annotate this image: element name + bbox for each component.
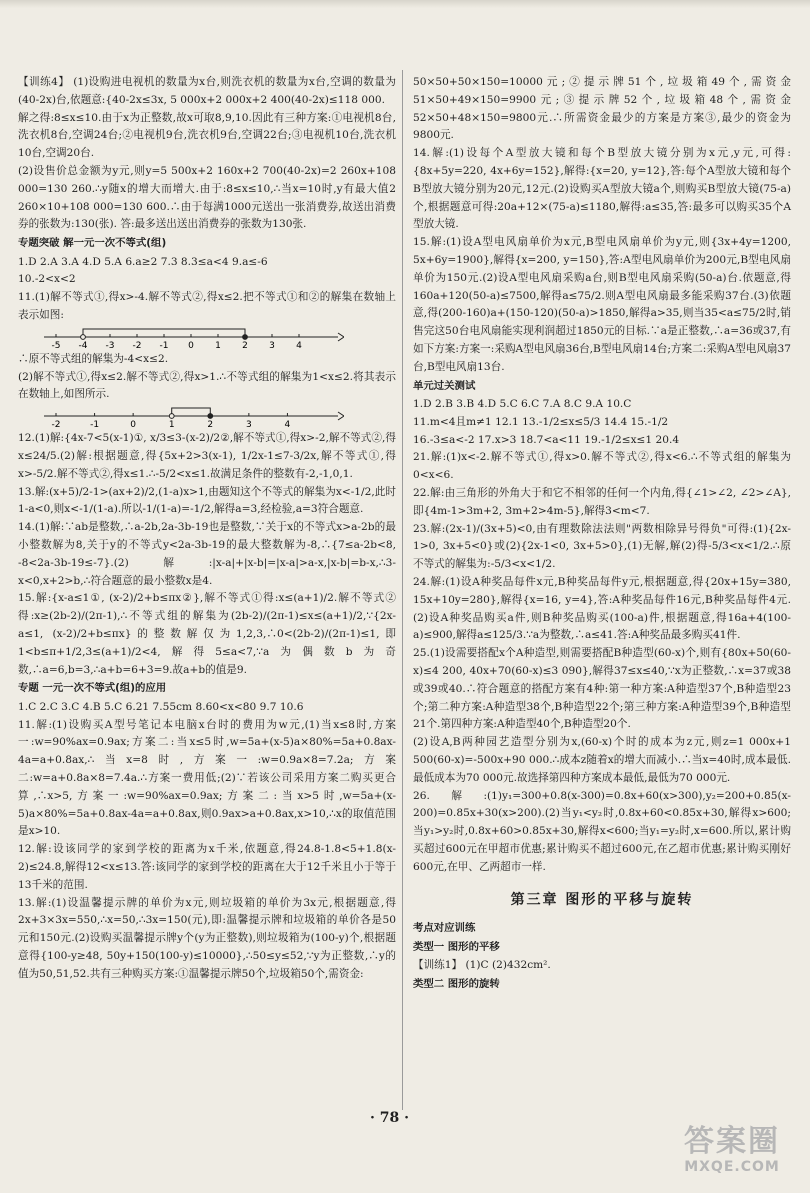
solution-bracket xyxy=(172,408,211,416)
number-line-figure xyxy=(44,406,396,428)
endpoint-closed xyxy=(243,334,248,339)
number-line-label: 3 xyxy=(245,420,252,429)
left-column xyxy=(18,74,396,984)
number-line-arrow xyxy=(338,412,344,420)
number-line-label: 0 xyxy=(130,420,137,429)
number-line-label: -5 xyxy=(51,340,61,349)
answer-paragraph: 13.解:(x+5)/2-1>(ax+2)/2,(1-a)x>1,由题知这个不等式的解集为x<-1/2,此时1-a<0,则x<-1/(1-a).所以-1/(1-a)=-1/2,解得a=3,经检验,a=3符合题意. xyxy=(18,485,396,516)
answer-paragraph: 11.m<4且m≠1 12.1 13.-1/2≤x≤5/3 14.4 15.-1/2 xyxy=(413,415,669,428)
answer-paragraph: 【训练1】 (1)C (2)432cm². xyxy=(413,958,551,971)
answer-paragraph: 10.-2<x<2 xyxy=(18,273,76,286)
endpoint-open xyxy=(81,334,86,339)
number-line-label: 4 xyxy=(296,340,302,349)
number-line-arrow xyxy=(338,333,344,341)
answer-paragraph: 12.解:设该同学的家到学校的距离为x千米,依题意,得24.8-1.8<5+1.8(x-2)≤24.8,解得12<x≤13.答:该同学的家到学校的距离在大于12千米且小于等于13千米的范围. xyxy=(18,843,396,891)
answer-paragraph: 24.解:(1)设A种奖品每件x元,B种奖品每件y元,根据题意,得{20x+15y=380, 15x+10y=280},解得{x=16, y=4},答:A种奖品每件16元,B种奖品每件4元.(2)设A种奖品购买a件,则B种奖品购买(100-a)件,根据题意,得16a+4(100-a)≤900,解得a≤125/3.∵a为整数,∴a≤41.答:A种奖品最多购买41件. xyxy=(413,575,791,642)
number-line-label: -1 xyxy=(90,420,100,429)
answer-paragraph: 21.解:(1)x<-2.解不等式①,得x>0.解不等式②,得x<6.∴不等式组的解集为0<x<6. xyxy=(413,451,791,482)
site-watermark-logo xyxy=(672,1125,792,1185)
answer-paragraph: 16.-3≤a<-2 17.x>3 18.7<a<11 19.-1/2≤x≤1 20.4 xyxy=(413,433,680,446)
endpoint-closed xyxy=(208,414,213,419)
answer-paragraph: 解之得:8≤x≤10.由于x为正整数,故x可取8,9,10.因此有三种方案:①电视机8台,洗衣机8台,空调24台;②电视机9台,洗衣机9台,空调22台;③电视机10台,洗衣机10台,空调20台. xyxy=(18,111,396,160)
number-line-label: -2 xyxy=(132,340,142,349)
number-line-label: -1 xyxy=(159,340,169,349)
answer-paragraph: (2)设A,B两种园艺造型分别为x,(60-x)个时的成本为z元,则z=1 000x+1 500(60-x)=-500x+90 000.∴成本z随着x的增大而减小.∴当x=40时,成本最低.最低成本为70 000元.故选择第四种方案成本最低,最低为70 000元. xyxy=(413,736,791,784)
number-line-label: 4 xyxy=(284,420,291,429)
answer-paragraph: 14.(1)解:∵ab是整数,∴a-2b,2a-3b-19也是整数,∵关于x的不等式x>a-2b的最小整数解为8,关于y的不等式y<2a-3b-19的最大整数解为-8,∴{7≤a-2b<8, -8<2a-3b-19≤-7}.(2)解:|x-a|+|x-b|=|x-a|>a-x,|x-b|=b-x,∴3-x<0,x+2>b,∴符合题意的最小整数x是4. xyxy=(18,521,396,587)
chapter-title: 第三章 图形的平移与旋转 xyxy=(510,891,694,908)
answer-paragraph: 22.解:由三角形的外角大于和它不相邻的任何一个内角,得{∠1>∠2, ∠2>∠A},即{4m-1>3m+2, 3m+2>4m-5},解得3<m<7. xyxy=(413,487,791,517)
number-line-label: 0 xyxy=(188,340,194,349)
answer-paragraph: 1.D 2.B 3.B 4.D 5.C 6.C 7.A 8.C 9.A 10.C xyxy=(413,398,632,411)
answer-paragraph: 15.解:{x-a≤1①, (x-2)/2+b≤πx②},解不等式①得:x≤(a+1)/2.解不等式②得:x≥(2b-2)/(2π-1),∴不等式组的解集为(2b-2)/(2π-1)≤x≤(a+1)/2,∵{2x-a≤1, (x-2)/2+b≤πx}的整数解仅为1,2,3,∴0<(2b-2)/(2π-1)≤1,即1<b≤π+1/2,3≤(a+1)/2<4,解得5≤a<7,∵a为偶数b为奇数,∴a=6,b=3,∴a+b=6+3=9.故a+b的值是9. xyxy=(18,592,396,676)
page-number: · 78 · xyxy=(370,1110,409,1126)
number-line-label: 2 xyxy=(207,420,214,429)
answer-paragraph: 26.解:(1)y₁=300+0.8(x-300)=0.8x+60(x>300),y₂=200+0.85(x-200)=0.85x+30(x>200).(2)当y₁<y₂时,0.8x+60<0.85x+30,解得x>600;当y₁>y₂时,0.8x+60>0.85x+30,解得x<600;当y₁=y₂时,x=600.所以,累计购买超过600元在甲超市优惠;累计购买不超过600元,在乙超市优惠;累计购买刚好600元,在甲、乙两超市一样. xyxy=(413,789,791,873)
number-line-label: 2 xyxy=(242,340,248,349)
answer-paragraph: 1.D 2.A 3.A 4.D 5.A 6.a≥2 7.3 8.3≤a<4 9.a≤-6 xyxy=(18,255,268,268)
number-line-label: 1 xyxy=(168,420,175,429)
answer-paragraph: 13.解:(1)设温馨提示牌的单价为x元,则垃圾箱的单价为3x元,根据题意,得2x+3×3x=550,∴x=50,∴3x=150(元),即:温馨提示牌和垃圾箱的单价各是50元和150元.(2)设购买温馨提示牌y个(y为正整数),则垃圾箱为(100-y)个,根据题意得{100-y≥48, 50y+150(100-y)≤10000},∴50≤y≤52,∵y为正整数,∴y的值为50,51,52.共有三种购买方案:①温馨提示牌50个,垃圾箱50个,需资金: xyxy=(18,896,396,980)
answer-paragraph: (2)解不等式①,得x≤2.解不等式②,得x>1.∴不等式组的解集为1<x≤2.将其表示在数轴上,如图所示. xyxy=(18,370,396,401)
watermark-sub: MXQE.COM xyxy=(684,1159,780,1175)
answer-paragraph: (2)设售价总金额为y元,则y=5 500x+2 160x+2 700(40-2x)=2 260x+108 000=130 260.∴y随x的增大而增大.由于:8≤x≤10,∴当x=10时,y有最大值2 260×10+108 000=130 600.∴由于每满1000元送出一张消费券,故送出消费券的张数为:130(张). 答:最多送出送出消费券的张数为130张. xyxy=(18,164,396,231)
endpoint-open xyxy=(169,414,174,419)
answer-paragraph: 14.解:(1)设每个A型放大镜和每个B型放大镜分别为x元,y元,可得:{8x+5y=220, 4x+6y=152},解得:{x=20, y=12},答:每个A型放大镜和每个B型放大镜分别为20元,12元.(2)设购买A型放大镜a个,则购买B型放大镜(75-a)个,根据题意可得:20a+12×(75-a)≤1180,解得:a≤35,答:最多可以购买35个A型放大镜. xyxy=(413,147,791,231)
answer-paragraph: ∴原不等式组的解集为-4<x≤2. xyxy=(18,352,169,365)
answer-paragraph: 12.(1)解:{4x-7<5(x-1)①, x/3≤3-(x-2)/2②,解不等式①,得x>-2,解不等式②,得x≤24/5.(2)解:根据题意,得{5x+2>3(x-1), 1/2x-1≤7-3/2x,解不等式①,得x>-5/2.解不等式②,得x≤1.∴-5/2<x≤1.故满足条件的整数有-2,-1,0,1. xyxy=(18,432,396,480)
answer-paragraph: 11.(1)解不等式①,得x>-4.解不等式②,得x≤2.把不等式①和②的解集在数轴上表示如图: xyxy=(18,291,396,322)
section-heading: 类型二 图形的旋转 xyxy=(413,977,500,990)
section-heading: 单元过关测试 xyxy=(413,379,476,392)
section-heading: 考点对应训练 xyxy=(413,922,476,935)
column-divider xyxy=(402,70,403,1110)
answer-paragraph: 【训练4】 (1)设购进电视机的数量为x台,则洗衣机的数量为x台,空调的数量为(40-2x)台,依题意:{40-2x≤3x, 5 000x+2 000x+2 400(40-2x)≤118 000. xyxy=(18,76,396,106)
answer-paragraph: 11.解:(1)设购买A型号笔记本电脑x台时的费用为w元,(1)当x≤8时,方案一:w=90%ax=0.9ax;方案二:当x≤5时,w=5a+(x-5)a×80%=5a+0.8ax-4a=a+0.8ax,∴当x=8时,方案一:w=0.9a×8=7.2a;方案二:w=a+0.8a×8=7.4a.∴方案一费用低;(2)∵若该公司采用方案二购买更合算,∴x>5,方案一:w=90%ax=0.9ax;方案二:当x>5时,w=5a+(x-5)a×80%=5a+0.8ax-4a=a+0.8ax,则0.9ax>a+0.8ax,x>10,∴x的取值范围是x>10. xyxy=(18,718,396,838)
answer-paragraph: 25.(1)设需要搭配x个A种造型,则需要搭配B种造型(60-x)个,则有{80x+50(60-x)≤4 200, 40x+70(60-x)≤3 090},解得37≤x≤40,∵x为正整数,∴x=37或38或39或40.∴符合题意的搭配方案有4种:第一种方案:A种造型37个,B种造型23个;第二种方案:A种造型38个,B种造型22个;第三种方案:A种造型39个,B种造型21个.第四种方案:A种造型40个,B种造型20个. xyxy=(413,647,791,731)
right-column xyxy=(413,74,791,994)
watermark-main: 答案圈 xyxy=(684,1124,780,1159)
number-line-label: 1 xyxy=(215,340,221,349)
section-heading: 专题 一元一次不等式(组)的应用 xyxy=(18,682,167,695)
number-line-label: -2 xyxy=(51,420,61,429)
section-heading: 专题突破 解一元一次不等式(组) xyxy=(18,237,167,250)
number-line-label: -3 xyxy=(105,340,115,349)
number-line-label: 3 xyxy=(269,340,275,349)
answer-paragraph: 1.C 2.C 3.C 4.B 5.C 6.21 7.55cm 8.60<x<80 9.7 10.6 xyxy=(18,700,304,713)
answer-paragraph: 23.解:(2x-1)/(3x+5)<0,由有理数除法法则"两数相除异号得负"可得:(1){2x-1>0, 3x+5<0}或(2){2x-1<0, 3x+5>0},(1)无解,解(2)得-5/3<x<1/2.∴原不等式的解集为:-5/3<x<1/2. xyxy=(413,522,791,571)
number-line-label: -4 xyxy=(78,340,88,349)
answer-paragraph: 15.解:(1)设A型电风扇单价为x元,B型电风扇单价为y元,则{3x+4y=1200, 5x+6y=1900},解得{x=200, y=150},答:A型电风扇单价为200元,B型电风扇单价为150元.(2)设A型电风扇采购a台,则B型电风扇采购(50-a)台.依题意,得160a+120(50-a)≤7500,解得a≤75/2.则A型电风扇最多能采购37台.(3)依题意,得(200-160)a+(150-120)(50-a)>1850,解得a>35,则当35<a≤75/2时,销售完这50台电风扇能实现利润超过1850元的目标.∵a是正整数,∴a=36或37,有如下方案:方案一:采购A型电风扇36台,B型电风扇14台;方案二:采购A型电风扇37台,B型电风扇13台. xyxy=(413,236,791,373)
answer-paragraph: 50×50+50×150=10000元;②提示牌51个,垃圾箱49个,需资金51×50+49×150=9900元;③提示牌52个,垃圾箱48个,需资金52×50+48×150=9800元.∴所需资金最少的方案是方案③,最少的资金为9800元. xyxy=(413,76,791,142)
number-line-figure xyxy=(44,327,396,349)
scan-edge xyxy=(0,0,810,8)
section-heading: 类型一 图形的平移 xyxy=(413,940,500,953)
